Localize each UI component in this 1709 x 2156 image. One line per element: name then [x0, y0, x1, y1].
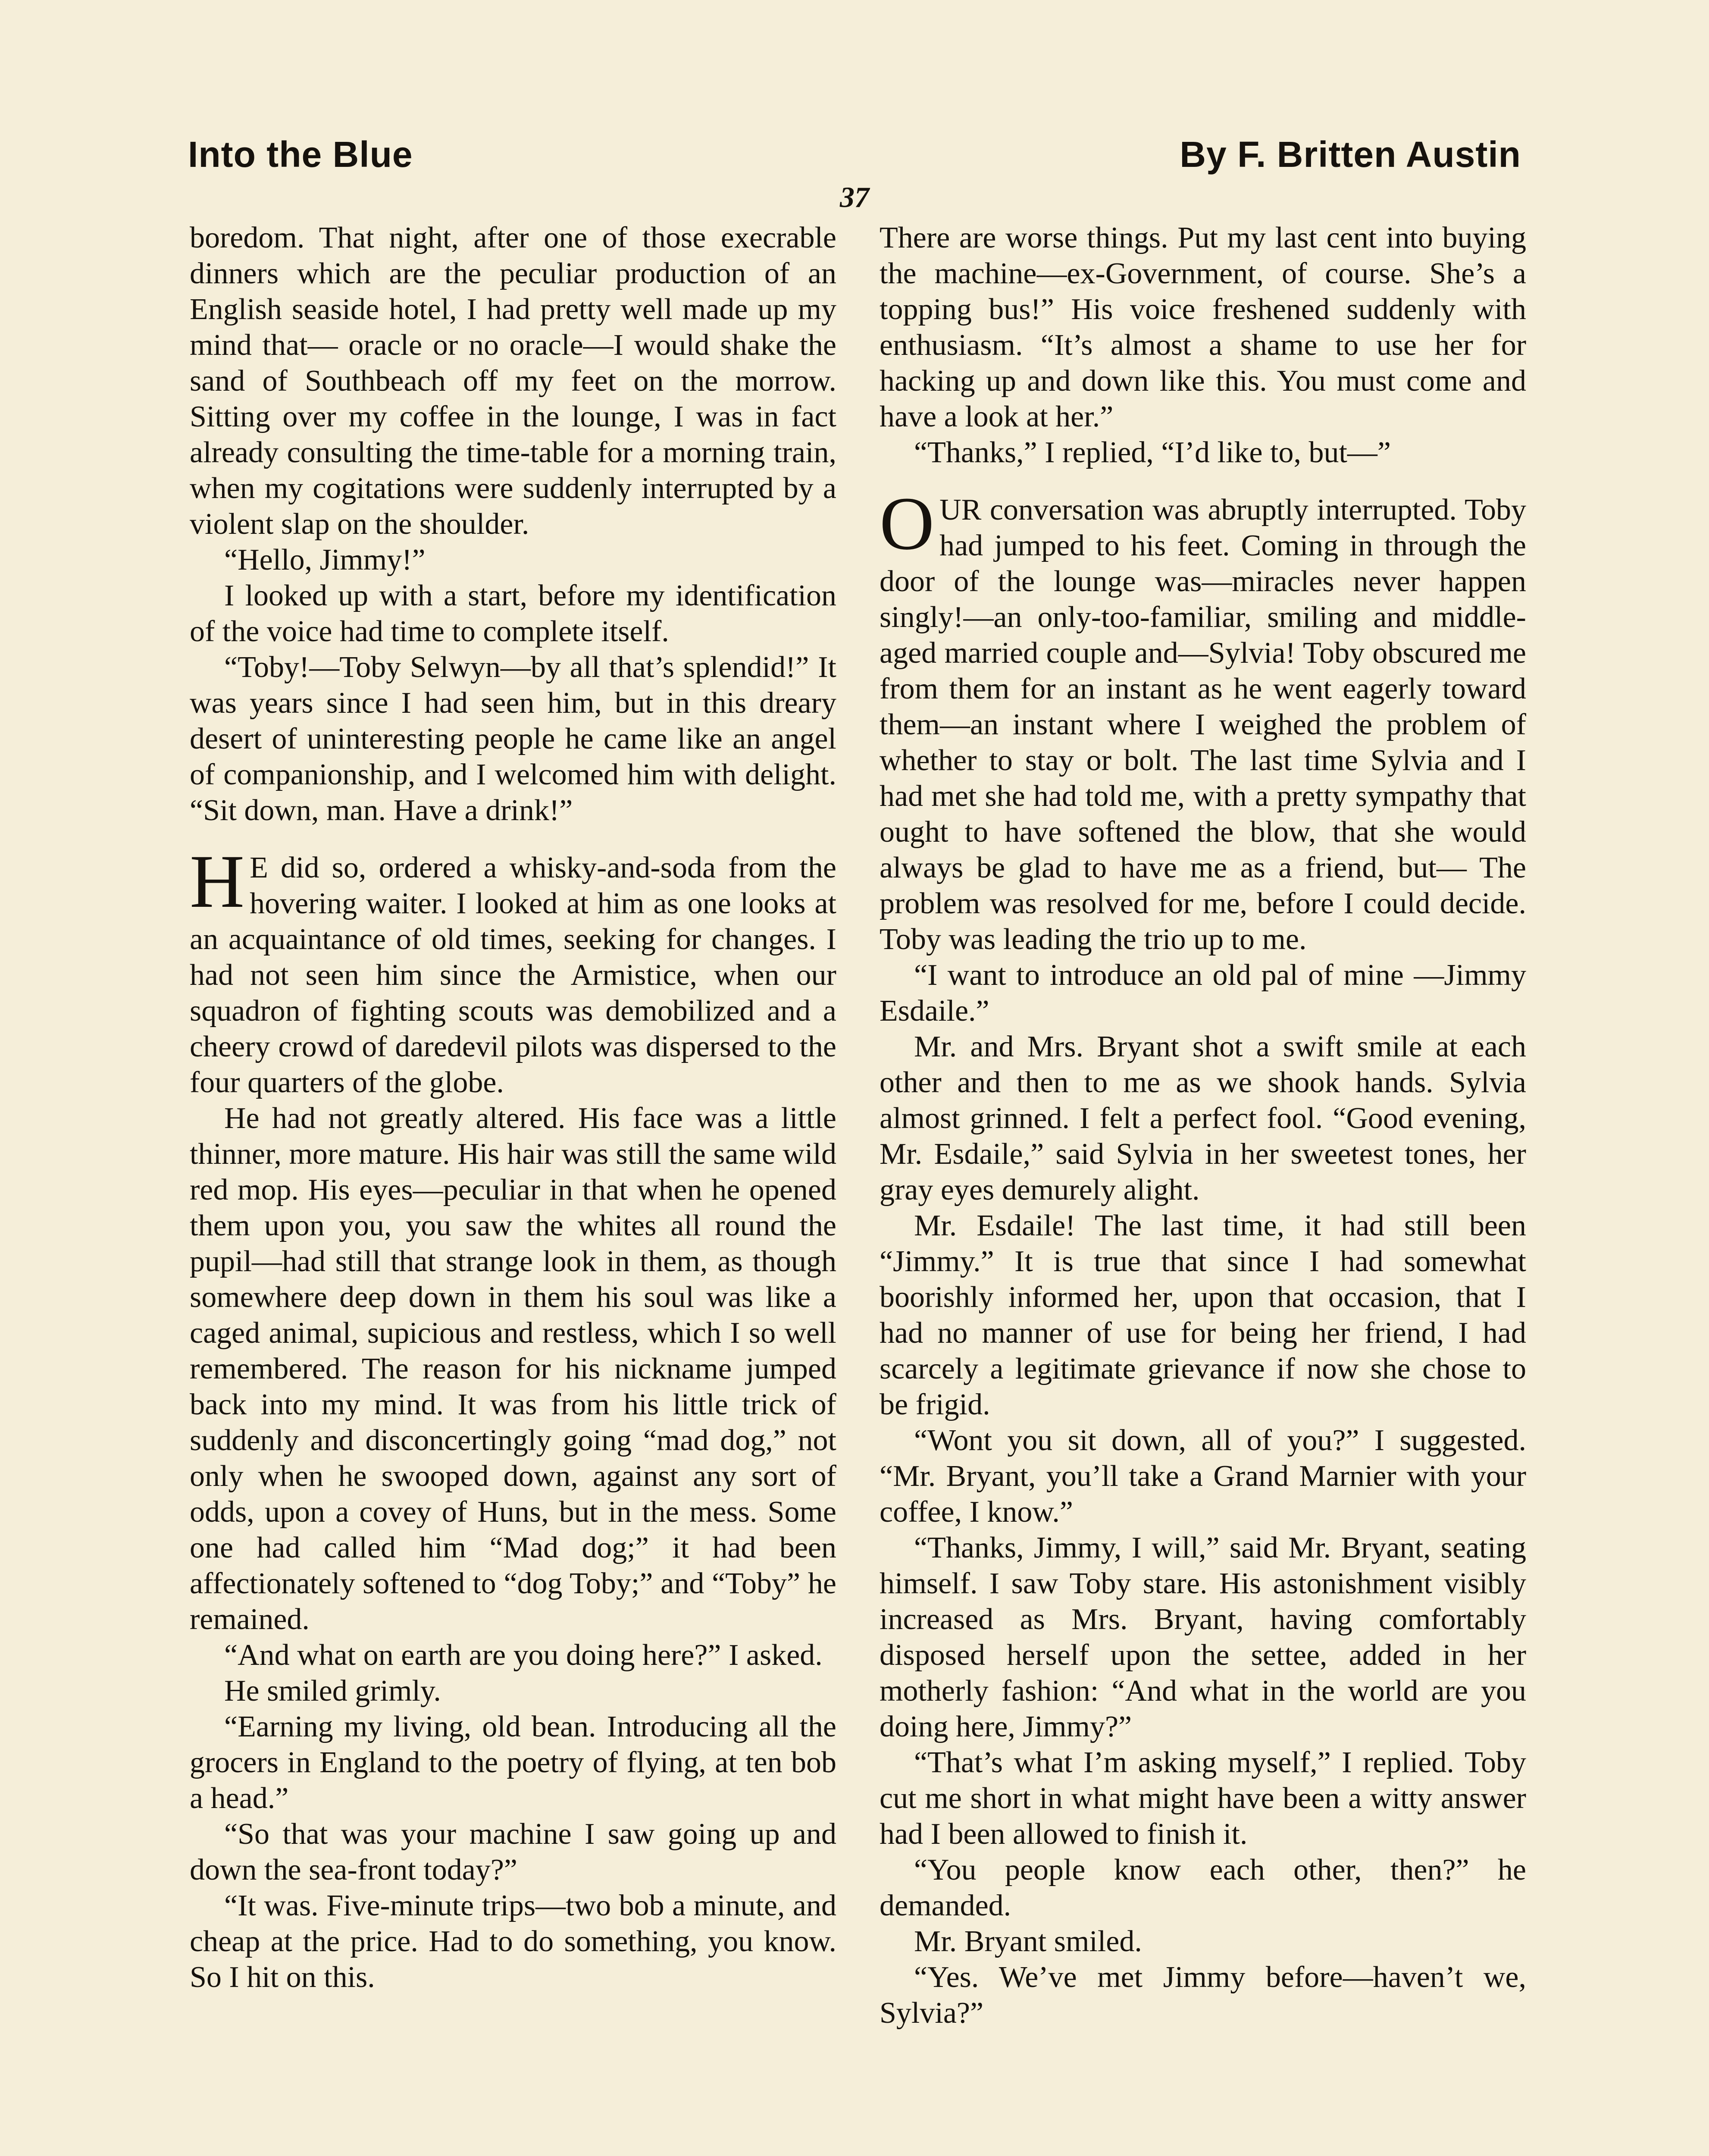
paragraph: I looked up with a start, before my identification of the voice had time to complete itself.: [190, 579, 836, 648]
paragraph: “Yes. We’ve met Jimmy before—haven’t we, Sylvia?”: [880, 1961, 1526, 2030]
paragraph: “It was. Five-minute trips—two bob a minute, and cheap at the price. Had to do something, you know. So I hit on this.: [190, 1889, 836, 1994]
paragraph: “Hello, Jimmy!”: [224, 543, 426, 577]
page-header: [188, 134, 1521, 181]
paragraph: “Wont you sit down, all of you?” I suggested. “Mr. Bryant, you’ll take a Grand Marnier with your coffee, I know.”: [880, 1424, 1526, 1529]
author-byline: By F. Britten Austin: [1180, 134, 1521, 175]
right-column: [880, 220, 1526, 2031]
paragraph: “Thanks, Jimmy, I will,” said Mr. Bryant, seating himself. I saw Toby stare. His astonishment visibly increased as Mrs. Bryant, having comfortably disposed herself upon the settee, added in her motherly fashion: “And what in the world are you doing here, Jimmy?”: [880, 1531, 1526, 1743]
paragraph: “I want to introduce an old pal of mine —Jimmy Esdaile.”: [880, 959, 1526, 1028]
paragraph: “You people know each other, then?” he demanded.: [880, 1853, 1526, 1922]
drop-cap: H: [190, 840, 245, 924]
paragraph: “Thanks,” I replied, “I’d like to, but—”: [914, 436, 1391, 469]
story-title: Into the Blue: [188, 134, 413, 175]
paragraph: Mr. Esdaile! The last time, it had still been “Jimmy.” It is true that since I had somewhat boorishly informed her, upon that occasion, that I had no manner of use for being her friend, I had scarcely a legitimate grievance if now she chose to be frigid.: [880, 1209, 1526, 1421]
paragraph: He had not greatly altered. His face was a little thinner, more mature. His hair was still the same wild red mop. His eyes—peculiar in that when he opened them upon you, you saw the whites all round the pupil—had still that strange look in them, as though somewhere deep down in them his soul was like a caged animal, supicious and restless, which I so well remembered. The reason for his nickname jumped back into my mind. It was from his little trick of suddenly and disconcertingly going “mad dog,” not only when he swooped down, against any sort of odds, upon a covey of Huns, but in the mess. Some one had called him “Mad dog;” it had been affectionately softened to “dog Toby;” and “Toby” he remained.: [190, 1102, 836, 1636]
drop-cap-paragraph: [880, 482, 1526, 957]
left-column: [190, 220, 836, 1995]
paragraph: “Toby!—Toby Selwyn—by all that’s splendid!” It was years since I had seen him, but in this dreary desert of uninteresting people he came like an angel of companionship, and I welcomed him with delight. “Sit down, man. Have a drink!”: [190, 651, 836, 827]
paragraph: Mr. and Mrs. Bryant shot a swift smile at each other and then to me as we shook hands. Sylvia almost grinned. I felt a perfect fool. “Good evening, Mr. Esdaile,” said Sylvia in her sweetest tones, her gray eyes demurely alight.: [880, 1030, 1526, 1206]
paragraph: “That’s what I’m asking myself,” I replied. Toby cut me short in what might have been a witty answer had I been allowed to finish it.: [880, 1746, 1526, 1851]
paragraph: He smiled grimly.: [224, 1674, 441, 1708]
paragraph: There are worse things. Put my last cent into buying the machine—ex-Government, of course. She’s a topping bus!” His voice freshened suddenly with enthusiasm. “It’s almost a shame to use her for hacking up and down like this. You must come and have a look at her.”: [880, 221, 1526, 433]
paragraph: Mr. Bryant smiled.: [914, 1925, 1142, 1958]
paragraph-text: UR conversation was abruptly interrupted. Toby had jumped to his feet. Coming in through the door of the lounge was—miracles never happen singly!—an only-too-familiar, smiling and middle-aged married couple and—Sylvia! Toby obscured me from them for an instant as he went eagerly toward them—an instant where I weighed the problem of whether to stay or bolt. The last time Sylvia and I had met she had told me, with a pretty sympathy that ought to have softened the blow, that she would always be glad to have me as a friend, but— The problem was resolved for me, before I could decide. Toby was leading the trio up to me.: [880, 493, 1526, 956]
paragraph: “And what on earth are you doing here?” I asked.: [224, 1639, 823, 1672]
paragraph: boredom. That night, after one of those execrable dinners which are the peculiar production of an English seaside hotel, I had pretty well made up my mind that— oracle or no oracle—I would shake the sand of Southbeach off my feet on the morrow. Sitting over my coffee in the lounge, I was in fact already consulting the time-table for a morning train, when my cogitations were suddenly interrupted by a violent slap on the shoulder.: [190, 221, 836, 541]
drop-cap: O: [880, 482, 935, 566]
page-number: 37: [840, 181, 869, 213]
paragraph: “Earning my living, old bean. Introducing all the grocers in England to the poetry of flying, at ten bob a head.”: [190, 1710, 836, 1815]
paragraph-text: E did so, ordered a whisky-and-soda from the hovering waiter. I looked at him as one looks at an acquaintance of old times, seeking for changes. I had not seen him since the Armistice, when our squadron of fighting scouts was demobilized and a cheery crowd of daredevil pilots was dispersed to the four quarters of the globe.: [190, 851, 836, 1099]
drop-cap-paragraph: [190, 840, 836, 1100]
paragraph: “So that was your machine I saw going up and down the sea-front today?”: [190, 1818, 836, 1887]
